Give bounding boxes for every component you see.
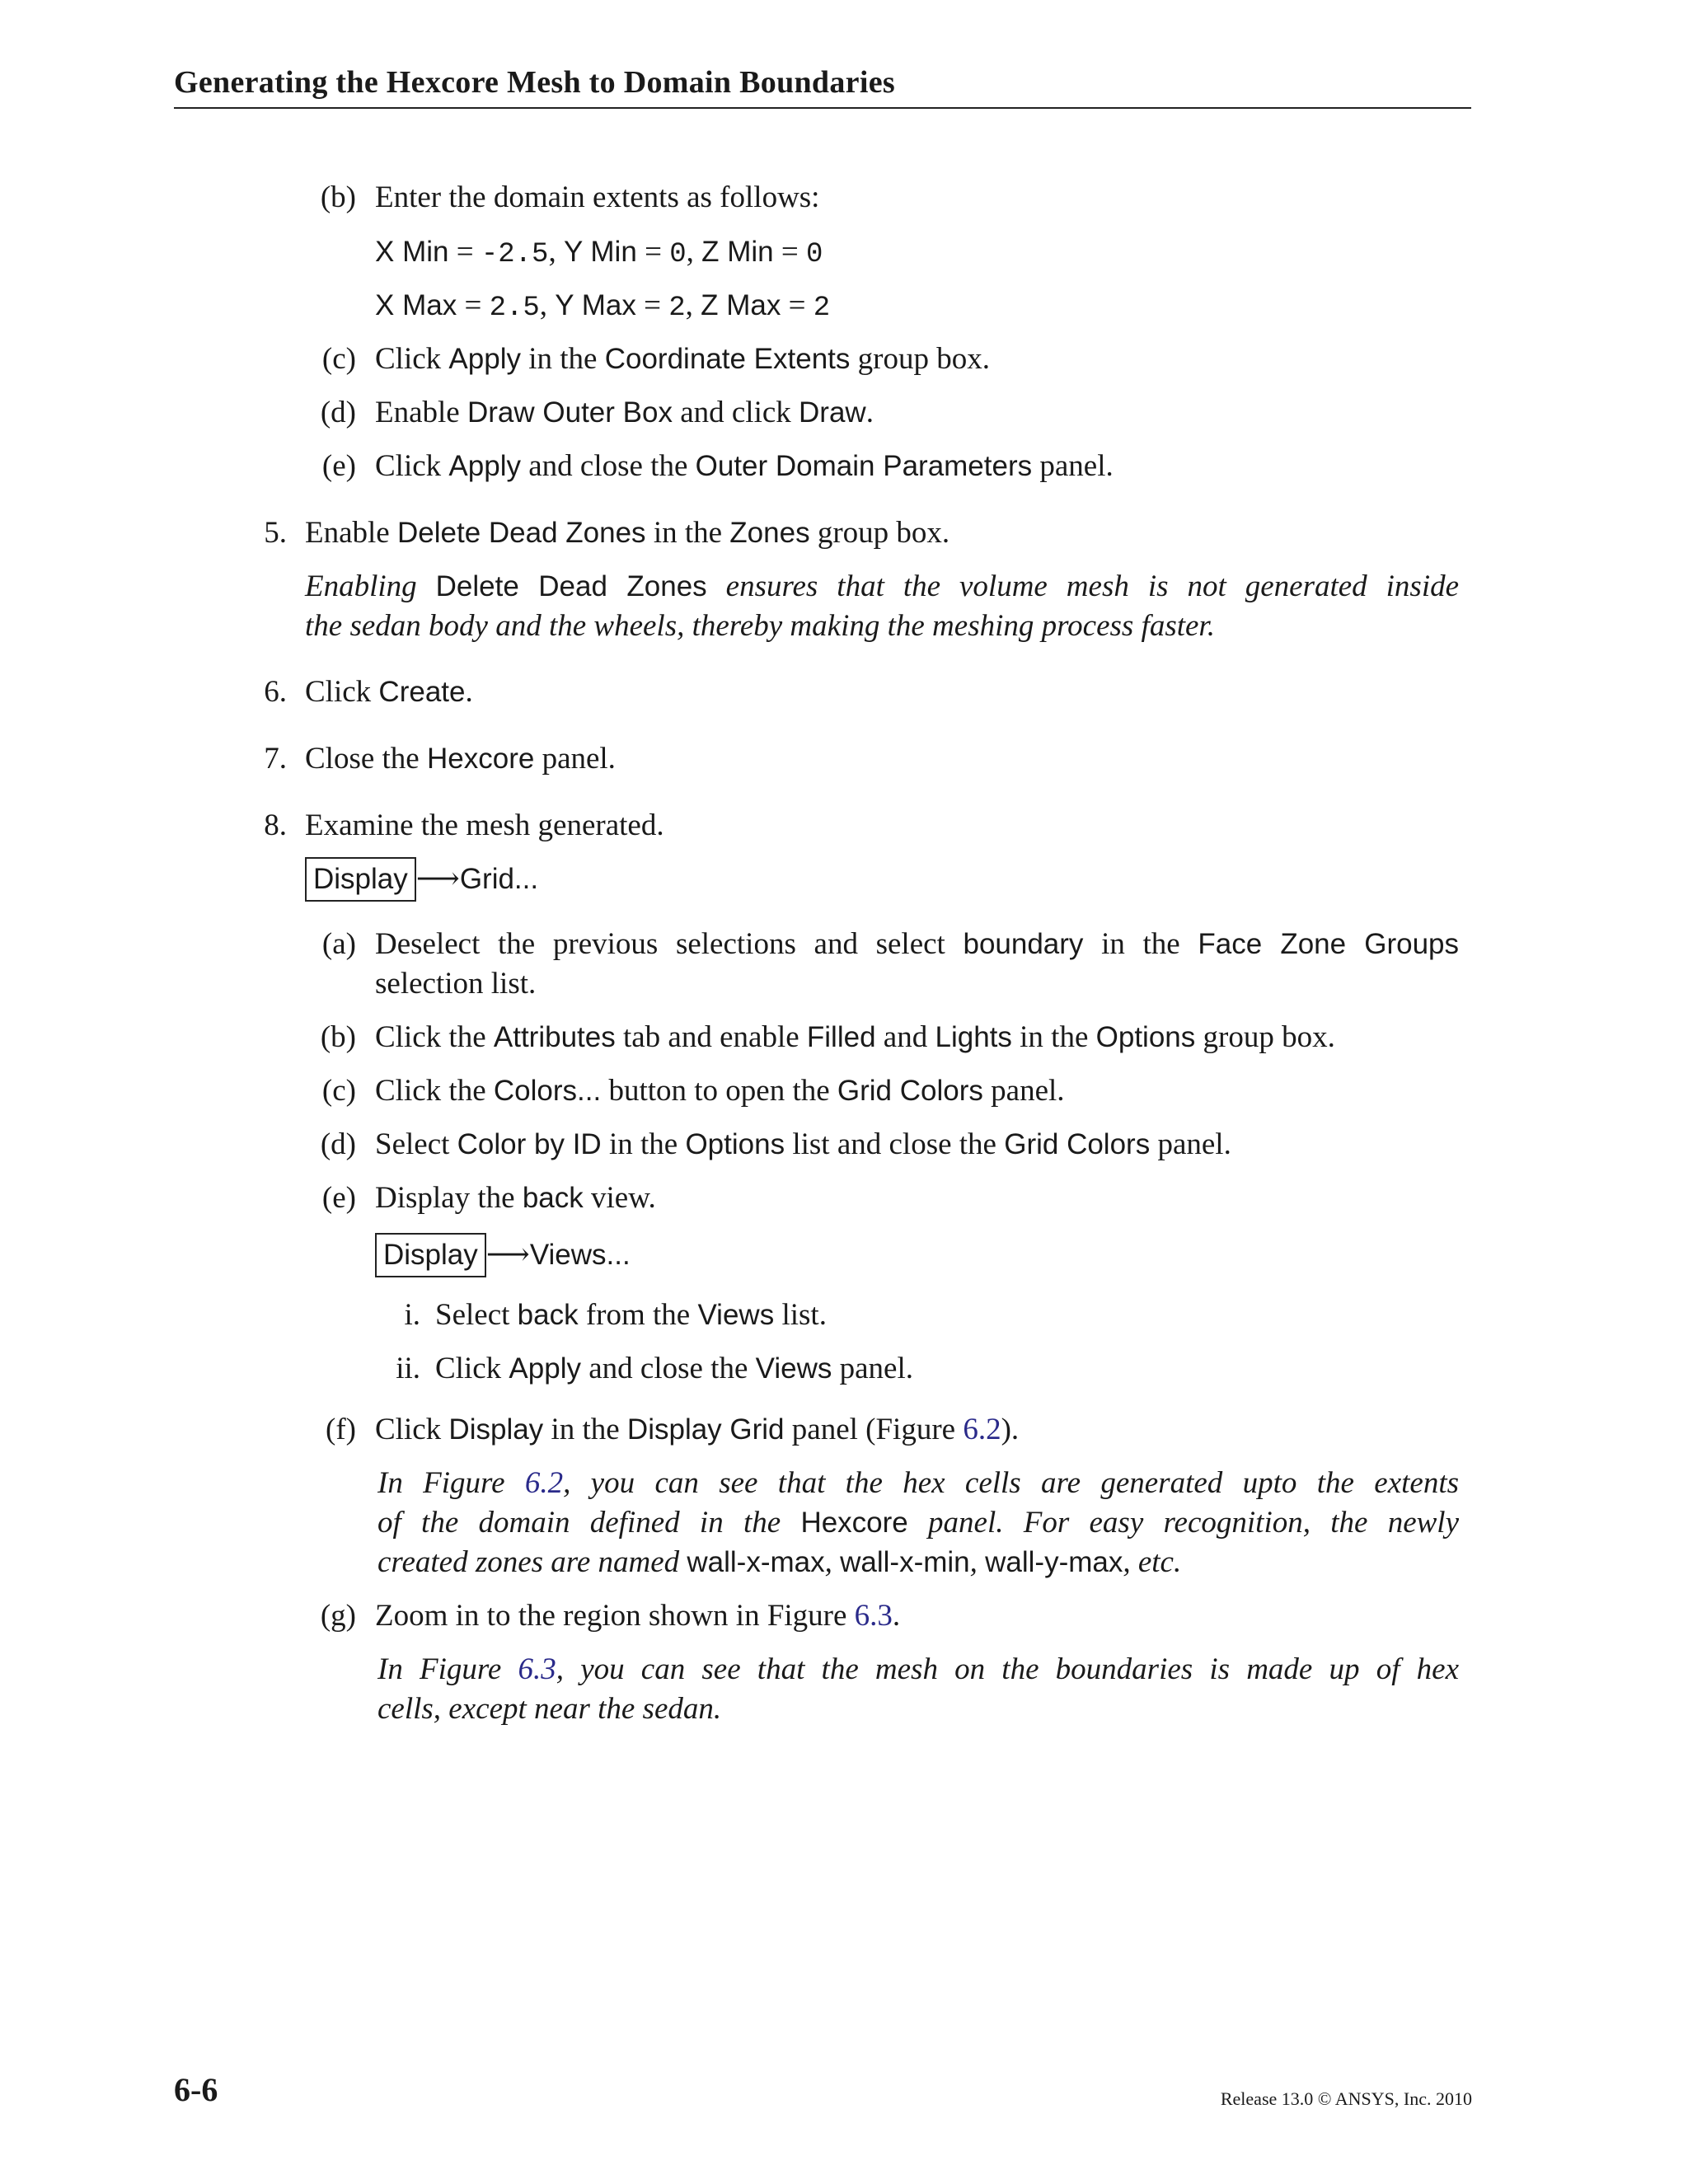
step-4b-label: (b) xyxy=(320,180,356,214)
step-7-label: 7. xyxy=(264,742,287,776)
step-8f-label: (f) xyxy=(326,1413,356,1446)
step-8d-label: (d) xyxy=(320,1127,356,1161)
step-4d-label: (d) xyxy=(320,396,356,429)
page-header-title: Generating the Hexcore Mesh to Domain Boundaries xyxy=(174,65,895,100)
step-8-label: 8. xyxy=(264,808,287,842)
step-8-text: Examine the mesh generated. xyxy=(305,808,664,842)
step-8a-text-line1: Deselect the previous selections and select boundary in the Face Zone Groups xyxy=(375,927,1460,961)
domain-extents-min: X Min = -2.5, Y Min = 0, Z Min = 0 xyxy=(375,235,823,270)
release-notice: Release 13.0 © ANSYS, Inc. 2010 xyxy=(1220,2088,1472,2109)
display-menu-button-views[interactable]: Display xyxy=(375,1233,486,1277)
step-8a-text-line2: selection list. xyxy=(375,967,537,1001)
step-7-text: Close the Hexcore panel. xyxy=(305,742,616,776)
page-number: 6-6 xyxy=(174,2071,218,2108)
step-8e-text: Display the back view. xyxy=(375,1181,656,1215)
menu-arrow-icon: ⟶ xyxy=(485,1238,530,1272)
step-8f-note-line2: of the domain defined in the Hexcore panel. For easy recognition, the newly xyxy=(377,1506,1459,1540)
menu-path-display-grid xyxy=(305,857,538,902)
step-5-label: 5. xyxy=(264,516,287,550)
step-4e-label: (e) xyxy=(321,449,356,483)
step-8b-label: (b) xyxy=(320,1020,356,1054)
figure-ref-6-2[interactable]: 6.2 xyxy=(963,1413,1001,1446)
step-4d-text: Enable Draw Outer Box and click Draw. xyxy=(375,396,874,429)
grid-menu-item[interactable]: Grid... xyxy=(459,863,539,895)
step-6-label: 6. xyxy=(264,675,287,709)
step-4c-label: (c) xyxy=(321,342,356,376)
step-8g-note-line1: In Figure 6.3, you can see that the mesh on the boundaries is made up of hex xyxy=(377,1652,1460,1686)
step-8b-text: Click the Attributes tab and enable Filled and Lights in the Options group box. xyxy=(375,1020,1335,1054)
step-4c-text: Click Apply in the Coordinate Extents group box. xyxy=(375,342,990,376)
step-8a-label: (a) xyxy=(321,927,356,961)
menu-path-display-views xyxy=(375,1233,631,1277)
step-8e-ii-text: Click Apply and close the Views panel. xyxy=(435,1352,913,1385)
step-5-note-line2: the sedan body and the wheels, thereby making the meshing process faster. xyxy=(305,609,1215,643)
step-8g-text: Zoom in to the region shown in Figure 6.3. xyxy=(375,1599,901,1633)
step-8e-label: (e) xyxy=(321,1181,356,1215)
step-8e-i-text: Select back from the Views list. xyxy=(435,1298,827,1332)
step-8c-label: (c) xyxy=(321,1074,356,1108)
step-8g-label: (g) xyxy=(320,1599,356,1633)
display-menu-button[interactable]: Display xyxy=(305,857,416,902)
step-8f-text: Click Display in the Display Grid panel (Figure 6.2). xyxy=(375,1413,1020,1446)
domain-extents-max: X Max = 2.5, Y Max = 2, Z Max = 2 xyxy=(375,288,831,324)
step-8d-text: Select Color by ID in the Options list and close the Grid Colors panel. xyxy=(375,1127,1231,1161)
step-5-note-line1: Enabling Delete Dead Zones ensures that the volume mesh is not generated inside xyxy=(305,569,1460,603)
views-menu-item[interactable]: Views... xyxy=(529,1239,631,1271)
step-4b-text: Enter the domain extents as follows: xyxy=(375,180,820,214)
figure-ref-6-3[interactable]: 6.3 xyxy=(854,1599,893,1633)
step-8c-text: Click the Colors... button to open the Grid Colors panel. xyxy=(375,1074,1065,1108)
step-8f-note-line3: created zones are named wall-x-max, wall-x-min, wall-y-max, etc. xyxy=(377,1545,1182,1579)
figure-ref-6-3-note[interactable]: 6.3 xyxy=(518,1652,556,1686)
step-8g-note-line2: cells, except near the sedan. xyxy=(377,1692,722,1726)
menu-arrow-icon: ⟶ xyxy=(415,862,460,896)
step-4e-text: Click Apply and close the Outer Domain Parameters panel. xyxy=(375,449,1114,483)
step-8f-note-line1: In Figure 6.2, you can see that the hex cells are generated upto the extents xyxy=(377,1466,1460,1500)
step-8e-ii-label: ii. xyxy=(396,1352,420,1385)
figure-ref-6-2-note[interactable]: 6.2 xyxy=(524,1466,564,1500)
step-6-text: Click Create. xyxy=(305,675,473,709)
page-header xyxy=(174,59,1471,109)
step-8e-i-label: i. xyxy=(404,1298,420,1332)
step-5-text: Enable Delete Dead Zones in the Zones group box. xyxy=(305,516,950,550)
